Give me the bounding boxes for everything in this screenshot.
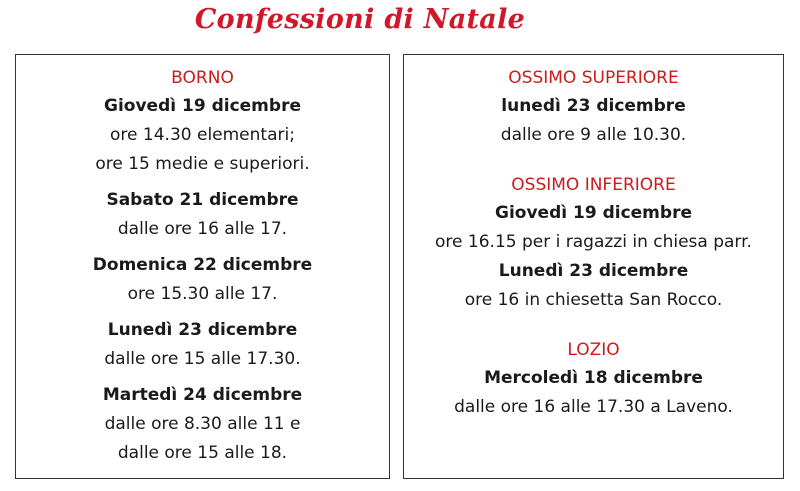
entry-line: ore 15.30 alle 17.: [127, 284, 278, 304]
borno-panel: [15, 54, 390, 479]
entry-day: Lunedì 23 dicembre: [498, 261, 689, 281]
entry-line: dalle ore 9 alle 10.30.: [500, 125, 687, 145]
entry-day: lunedì 23 dicembre: [501, 96, 686, 116]
place-name: OSSIMO INFERIORE: [511, 175, 676, 195]
schedule-entry: [16, 186, 389, 244]
schedule-entry: [16, 92, 389, 179]
place-block: [404, 64, 783, 150]
place-name: OSSIMO SUPERIORE: [508, 68, 679, 88]
entry-line: ore 15 medie e superiori.: [95, 154, 310, 174]
entry-day: Giovedì 19 dicembre: [104, 96, 301, 116]
place-block: [404, 336, 783, 422]
entry-line: dalle ore 8.30 alle 11 e: [104, 414, 301, 434]
entry-line: ore 16.15 per i ragazzi in chiesa parr.: [435, 232, 752, 252]
entry-line: dalle ore 16 alle 17.: [117, 219, 288, 239]
schedule-entry: [16, 251, 389, 309]
entry-day: Martedì 24 dicembre: [102, 385, 303, 405]
entry-day: Mercoledì 18 dicembre: [484, 368, 703, 388]
entry-day: Lunedì 23 dicembre: [107, 320, 298, 340]
place-name: BORNO: [171, 68, 234, 88]
schedule-entry: [16, 316, 389, 374]
entry-line: dalle ore 15 alle 17.30.: [104, 349, 301, 369]
entry-line: ore 14.30 elementari;: [110, 125, 295, 145]
entry-line: ore 16 in chiesetta San Rocco.: [464, 290, 723, 310]
ossimo-lozio-panel: [403, 54, 784, 479]
schedule-entry: [16, 381, 389, 468]
entry-line: dalle ore 16 alle 17.30 a Laveno.: [454, 397, 733, 417]
entry-line: dalle ore 15 alle 18.: [117, 443, 288, 463]
entry-day: Sabato 21 dicembre: [106, 190, 299, 210]
page-title: Confessioni di Natale: [194, 4, 526, 35]
entry-day: Domenica 22 dicembre: [92, 255, 313, 275]
place-name: LOZIO: [567, 340, 620, 360]
entry-day: Giovedì 19 dicembre: [495, 203, 692, 223]
place-block: [404, 171, 783, 315]
